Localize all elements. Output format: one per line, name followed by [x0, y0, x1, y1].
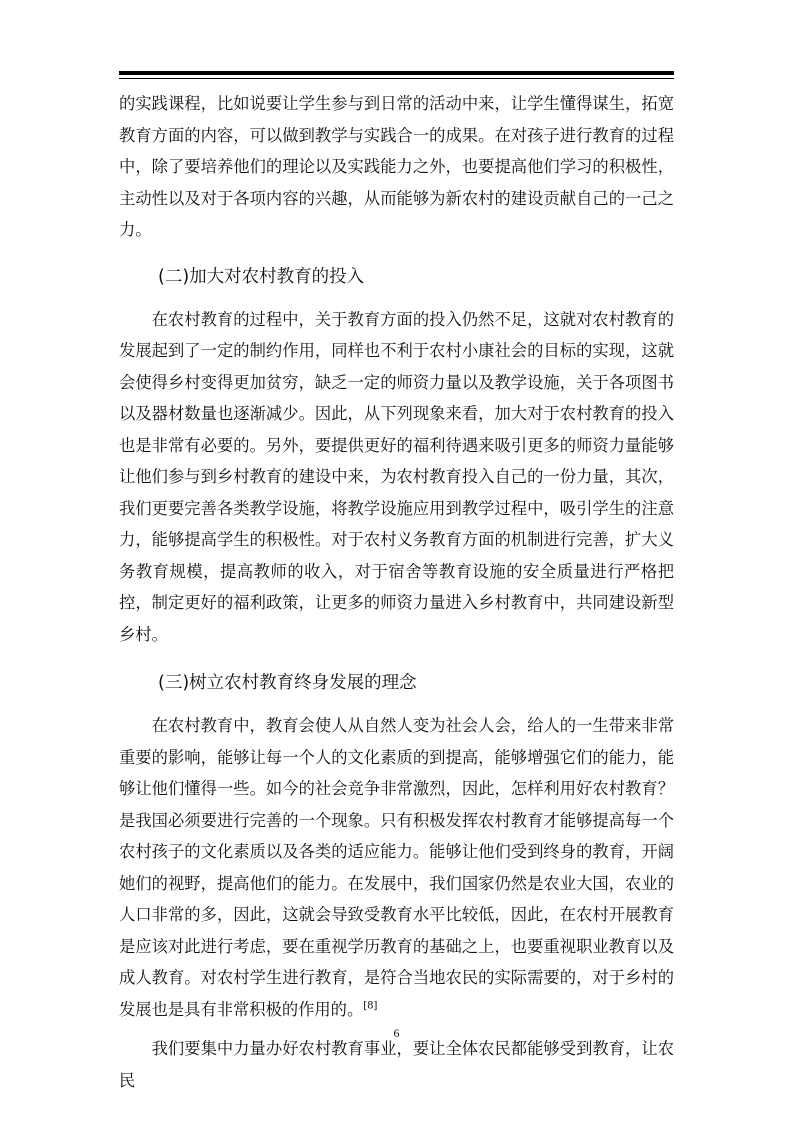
header-rule-thin — [119, 78, 674, 79]
section-heading-3: (三)树立农村教育终身发展的理念 — [158, 673, 417, 693]
paragraph-continuation: 的实践课程，比如说要让学生参与到日常的活动中来，让学生懂得谋生，拓宽教育方面的内容，可以做到教学与实践合一的成果。在对孩子进行教育的过程中，除了要培养他们的理论以及实践能力之外，也要提高他们学习的积极性，主动性以及对于各项内容的兴趣，从而能够为新农村的建设贡献自己的一己之力。 — [119, 94, 674, 239]
paragraph-lifelong-education — [119, 710, 674, 1025]
header-rule-thick — [119, 71, 674, 75]
page-body — [119, 88, 674, 1096]
paragraph-concentrate: 我们要集中力量办好农村教育事业，要让全体农民都能够受到教育，让农民 — [119, 1039, 674, 1090]
paragraph-investment: 在农村教育的过程中，关于教育方面的投入仍然不足，这就对农村教育的发展起到了一定的制约作用，同样也不利于农村小康社会的目标的实现，这就会使得乡村变得更加贫穷，缺乏一定的师资力量以及教学设施，关于各项图书以及器材数量也逐渐减少。因此，从下列现象来看，加大对于农村教育的投入也是非常有必要的。另外，要提供更好的福利待遇来吸引更多的师资力量能够让他们参与到乡村教育的建设中来，为农村教育投入自己的一份力量，其次，我们更要完善各类教学设施，将教学设施应用到教学过程中，吸引学生的注意力，能够提高学生的积极性。对于农村义务教育方面的机制进行完善，扩大义务教育规模，提高教师的收入，对于宿舍等教育设施的安全质量进行严格把控，制定更好的福利政策，让更多的师资力量进入乡村教育中，共同建设新型乡村。 — [119, 309, 674, 644]
page-number: 6 — [393, 1026, 400, 1040]
citation-reference: [8] — [363, 1000, 378, 1012]
section-heading-2: (二)加大对农村教育的投入 — [158, 266, 365, 287]
paragraph-lifelong-text: 在农村教育中，教育会使人从自然人变为社会人会，给人的一生带来非常重要的影响，能够让每一个人的文化素质的到提高，能够增强它们的能力，能够让他们懂得一些。如今的社会竞争非常激烈，因此，怎样利用好农村教育？是我国必须要进行完善的一个现象。只有积极发挥农村教育才能够提高每一个农村孩子的文化素质以及各类的适应能力。能够让他们受到终身的教育，开阔她们的视野，提高他们的能力。在发展中，我们国家仍然是农业大国，农业的人口非常的多，因此，这就会导致受教育水平比较低，因此，在农村开展教育是应该对此进行考虑，要在重视学历教育的基础之上，也要重视职业教育以及成人教育。对农村学生进行教育，是符合当地农民的实际需要的，对于乡村的发展也是具有非常积极的作用的。 — [119, 716, 674, 1019]
